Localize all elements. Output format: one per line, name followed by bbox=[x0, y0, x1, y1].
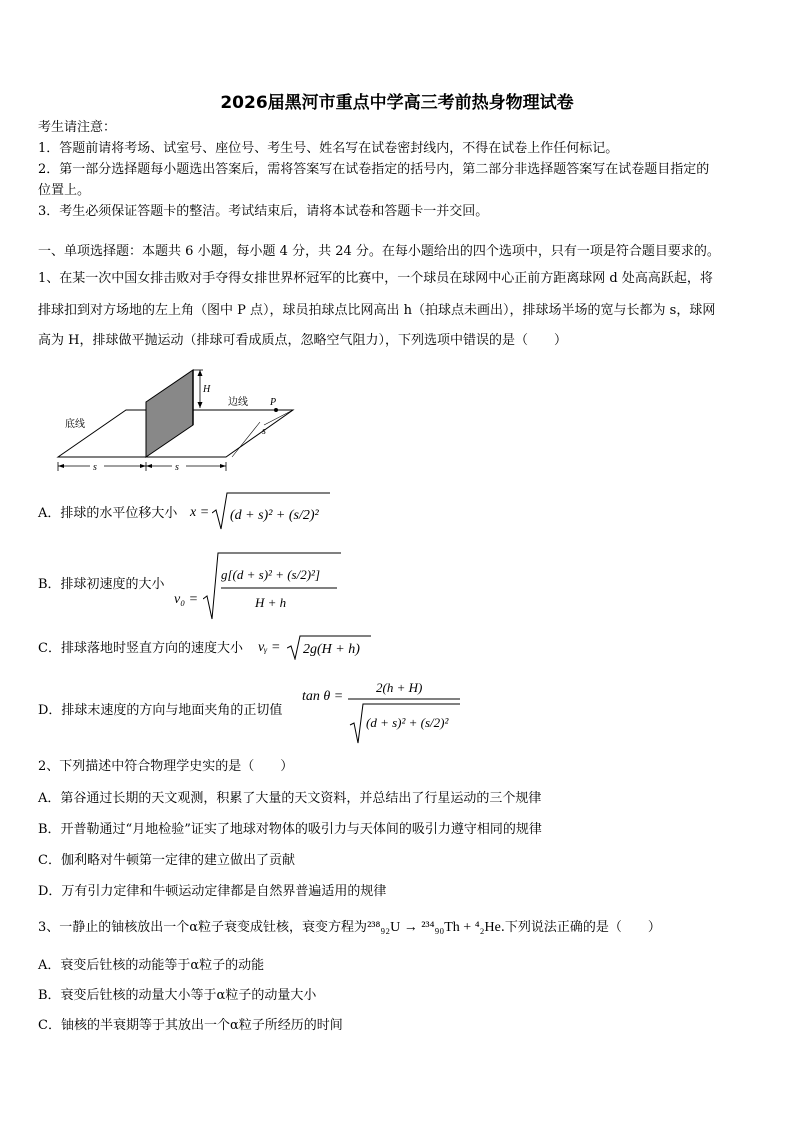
label-net-height: H bbox=[203, 384, 211, 395]
q1-option-a: A．排球的水平位移大小 bbox=[38, 506, 178, 521]
formula-c-lhs: vᵧ = bbox=[258, 640, 281, 655]
formula-c-radicand: 2g(H + h) bbox=[303, 642, 360, 657]
notice-heading: 考生请注意： bbox=[38, 120, 117, 135]
formula-b-radical bbox=[203, 551, 343, 621]
formula-b-denominator: H + h bbox=[255, 595, 287, 610]
q1-stem-line-1: 1、在某一次中国女排击败对手夺得女排世界杯冠军的比赛中，一个球员在球网中心正前方距离球网 d 处高高跃起，将 bbox=[38, 271, 713, 286]
q1-stem-line-2: 排球扣到对方场地的左上角（图中 P 点），球员拍球点比网高出 h（拍球点未画出），排球场半场的宽与长都为 s，球网 bbox=[38, 303, 716, 318]
volleyball-court-diagram bbox=[48, 365, 318, 480]
q3-stem-after: .下列说法正确的是（ ） bbox=[500, 920, 661, 935]
q2-option-b: B．开普勒通过“月地检验”证实了地球对物体的吸引力与天体间的吸引力遵守相同的规律 bbox=[38, 822, 542, 837]
notice-item-3: 3．考生必须保证答题卡的整洁。考试结束后，请将本试卷和答题卡一并交回。 bbox=[38, 204, 489, 219]
q2-option-d: D．万有引力定律和牛顿运动定律都是自然界普遍适用的规律 bbox=[38, 884, 387, 899]
section-heading: 一、单项选择题：本题共 6 小题，每小题 4 分，共 24 分。在每小题给出的四个选项中，只有一项是符合题目要求的。 bbox=[38, 244, 720, 259]
formula-b-numerator: g[(d + s)² + (s/2)²] bbox=[221, 567, 321, 582]
q3-stem bbox=[38, 919, 661, 937]
formula-a-lhs: x = bbox=[190, 505, 210, 520]
formula-a-radicand: (d + s)² + (s/2)² bbox=[230, 508, 319, 523]
label-s-right: s bbox=[175, 462, 179, 473]
q3-decay-equation: ²³⁸₉₂U → ²³⁴₉₀Th + ⁴₂He bbox=[367, 920, 501, 935]
q2-option-a: A．第谷通过长期的天文观测，积累了大量的天文资料，并总结出了行星运动的三个规律 bbox=[38, 791, 542, 806]
point-p-marker bbox=[274, 408, 278, 412]
page-title: 2026届黑河市重点中学高三考前热身物理试卷 bbox=[220, 93, 574, 113]
q3-stem-before: 3、一静止的铀核放出一个α粒子衰变成钍核，衰变方程为 bbox=[38, 920, 368, 935]
label-sideline: 边线 bbox=[228, 397, 248, 408]
q3-option-c: C．铀核的半衰期等于其放出一个α粒子所经历的时间 bbox=[38, 1018, 343, 1033]
formula-c-radical bbox=[287, 634, 373, 660]
formula-a-radical bbox=[212, 491, 332, 531]
notice-item-2: 2．第一部分选择题每小题选出答案后，需将答案写在试卷指定的括号内，第二部分非选择题答案写在试卷题目指定的 bbox=[38, 162, 710, 177]
label-baseline: 底线 bbox=[65, 419, 85, 430]
notice-item-2-cont: 位置上。 bbox=[38, 183, 91, 198]
formula-b-lhs: v₀ = bbox=[174, 592, 199, 607]
q2-option-c: C．伽利略对牛顿第一定律的建立做出了贡献 bbox=[38, 853, 295, 868]
q1-option-c: C．排球落地时竖直方向的速度大小 bbox=[38, 641, 243, 656]
q3-option-b: B．衰变后钍核的动量大小等于α粒子的动量大小 bbox=[38, 988, 317, 1003]
formula-d-numerator: 2(h + H) bbox=[376, 680, 423, 695]
formula-d-lhs: tan θ = bbox=[302, 689, 344, 704]
label-s-width: s bbox=[262, 426, 266, 437]
label-point-p: P bbox=[270, 397, 277, 408]
label-s-left: s bbox=[93, 462, 97, 473]
notice-item-1: 1．答题前请将考场、试室号、座位号、考生号、姓名写在试卷密封线内，不得在试卷上作任何标记。 bbox=[38, 141, 619, 156]
q2-stem: 2、下列描述中符合物理学史实的是（ ） bbox=[38, 759, 294, 774]
q1-option-b: B．排球初速度的大小 bbox=[38, 577, 165, 592]
q1-stem-line-3: 高为 H，排球做平抛运动（排球可看成质点，忽略空气阻力），下列选项中错误的是（ ） bbox=[38, 333, 567, 348]
formula-d-fraction bbox=[348, 677, 464, 745]
q1-option-d: D．排球末速度的方向与地面夹角的正切值 bbox=[38, 703, 283, 718]
formula-d-denominator: (d + s)² + (s/2)² bbox=[366, 715, 449, 730]
q3-option-a: A．衰变后钍核的动能等于α粒子的动能 bbox=[38, 958, 265, 973]
